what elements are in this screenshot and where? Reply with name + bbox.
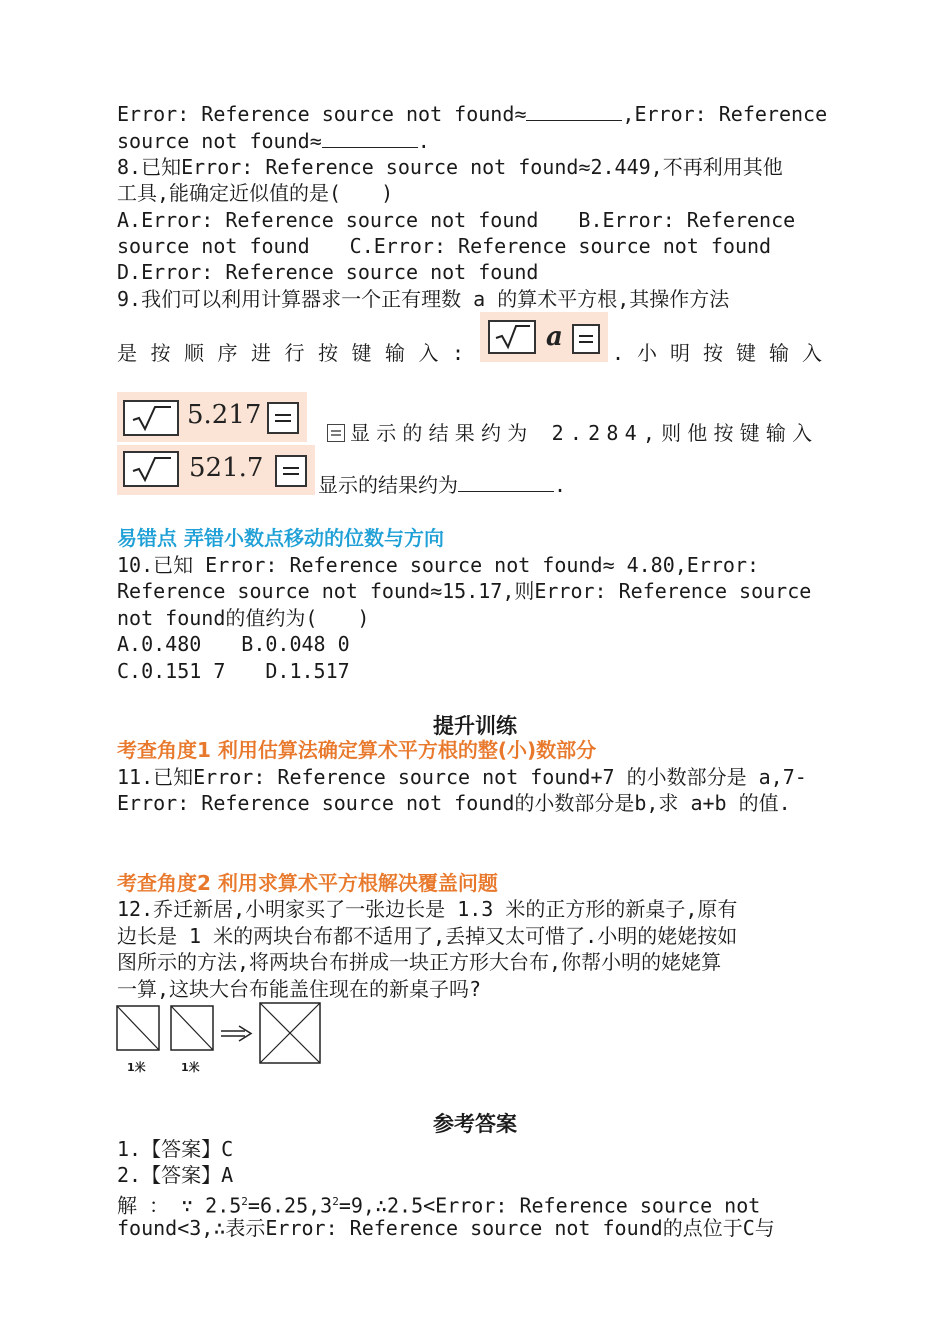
angle-heading-2: 考查角度2 利用求算术平方根解决覆盖问题	[117, 871, 498, 895]
key-number: 521.7	[189, 453, 264, 483]
tablecloth-figure	[115, 1002, 325, 1064]
question-9: 9.我们可以利用计算器求一个正有理数 a 的算术平方根,其操作方法	[117, 287, 730, 311]
answer-2-solution: 解 ： ∵ $2.5^2=6.25,3^2=9,\therefore 2.5<Error$: Reference source not	[117, 1193, 761, 1218]
text-line: source not found≈ .	[117, 129, 430, 153]
question-10-cont2: not found的值约为( )	[117, 606, 370, 630]
key-sequence-image	[117, 445, 315, 495]
section-title: 提升训练	[433, 714, 517, 738]
question-11: 11.已知Error: Reference source not found+7 的小数部分是 a,7-	[117, 765, 807, 789]
text-line: Error: Reference source not found≈ ,Error: Reference	[117, 102, 828, 126]
sqrt-key-icon	[123, 400, 179, 436]
question-8: 8.已知Error: Reference source not found≈2.449,不再利用其他	[117, 155, 783, 179]
question-8-cont: 工具,能确定近似值的是( )	[117, 181, 394, 205]
question-12-cont3: 一算,这块大台布能盖住现在的新桌子吗?	[117, 977, 482, 1001]
answer-1: 1.【答案】C	[117, 1137, 234, 1161]
question-10-cont: Reference source not found≈15.17,则Error: Reference source	[117, 579, 812, 603]
sqrt-key-icon	[488, 320, 536, 354]
question-11-cont: Error: Reference source not found的小数部分是b,求 a+b 的值.	[117, 791, 791, 815]
answer-blank	[526, 102, 622, 121]
figure-label: 1米	[181, 1061, 200, 1074]
question-9-cont: 是按顺序进行按键输入:	[117, 341, 478, 365]
equals-key-icon	[267, 402, 299, 434]
question-9-cont3: 显示的结果约为 2.284,则他按键输入	[350, 421, 819, 445]
answer-blank	[322, 129, 418, 148]
error-prone-heading: 易错点 弄错小数点移动的位数与方向	[117, 526, 444, 550]
option-line: A.Error: Reference source not found B.Error: Reference	[117, 208, 796, 232]
question-9-cont2: .小明按键输入	[612, 341, 836, 365]
answer-blank	[458, 473, 554, 492]
equals-key-icon	[572, 324, 600, 354]
question-12-cont: 边长是 1 米的两块台布都不适用了,丢掉又太可惜了.小明的姥姥按如	[117, 924, 738, 948]
option-line: source not found C.Error: Reference source not found	[117, 234, 772, 258]
question-9-cont4: 显示的结果约为 .	[318, 473, 567, 497]
option-line: A.0.480 B.0.048 0	[117, 632, 350, 656]
sqrt-key-icon	[123, 451, 179, 487]
option-line: D.Error: Reference source not found	[117, 260, 539, 284]
equals-key-icon	[275, 455, 307, 487]
key-sequence-image	[117, 392, 307, 442]
question-12: 12.乔迁新居,小明家买了一张边长是 1.3 米的正方形的新桌子,原有	[117, 897, 738, 921]
angle-heading-1: 考查角度1 利用估算法确定算术平方根的整(小)数部分	[117, 738, 597, 762]
answer-2-solution-cont: found<3,∴表示Error: Reference source not found的点位于C与	[117, 1216, 775, 1240]
answer-2: 2.【答案】A	[117, 1163, 234, 1187]
answers-title: 参考答案	[433, 1112, 517, 1136]
option-line: C.0.151 7 D.1.517	[117, 659, 350, 683]
figure-label: 1米	[127, 1061, 146, 1074]
question-10: 10.已知 Error: Reference source not found≈ 4.80,Error:	[117, 553, 760, 577]
variable-a: a	[546, 322, 563, 352]
key-sequence-image	[480, 312, 608, 362]
equals-key-small-icon	[327, 424, 345, 442]
question-12-cont2: 图所示的方法,将两块台布拼成一块正方形大台布,你帮小明的姥姥算	[117, 950, 722, 974]
key-number: 5.217	[187, 400, 262, 430]
